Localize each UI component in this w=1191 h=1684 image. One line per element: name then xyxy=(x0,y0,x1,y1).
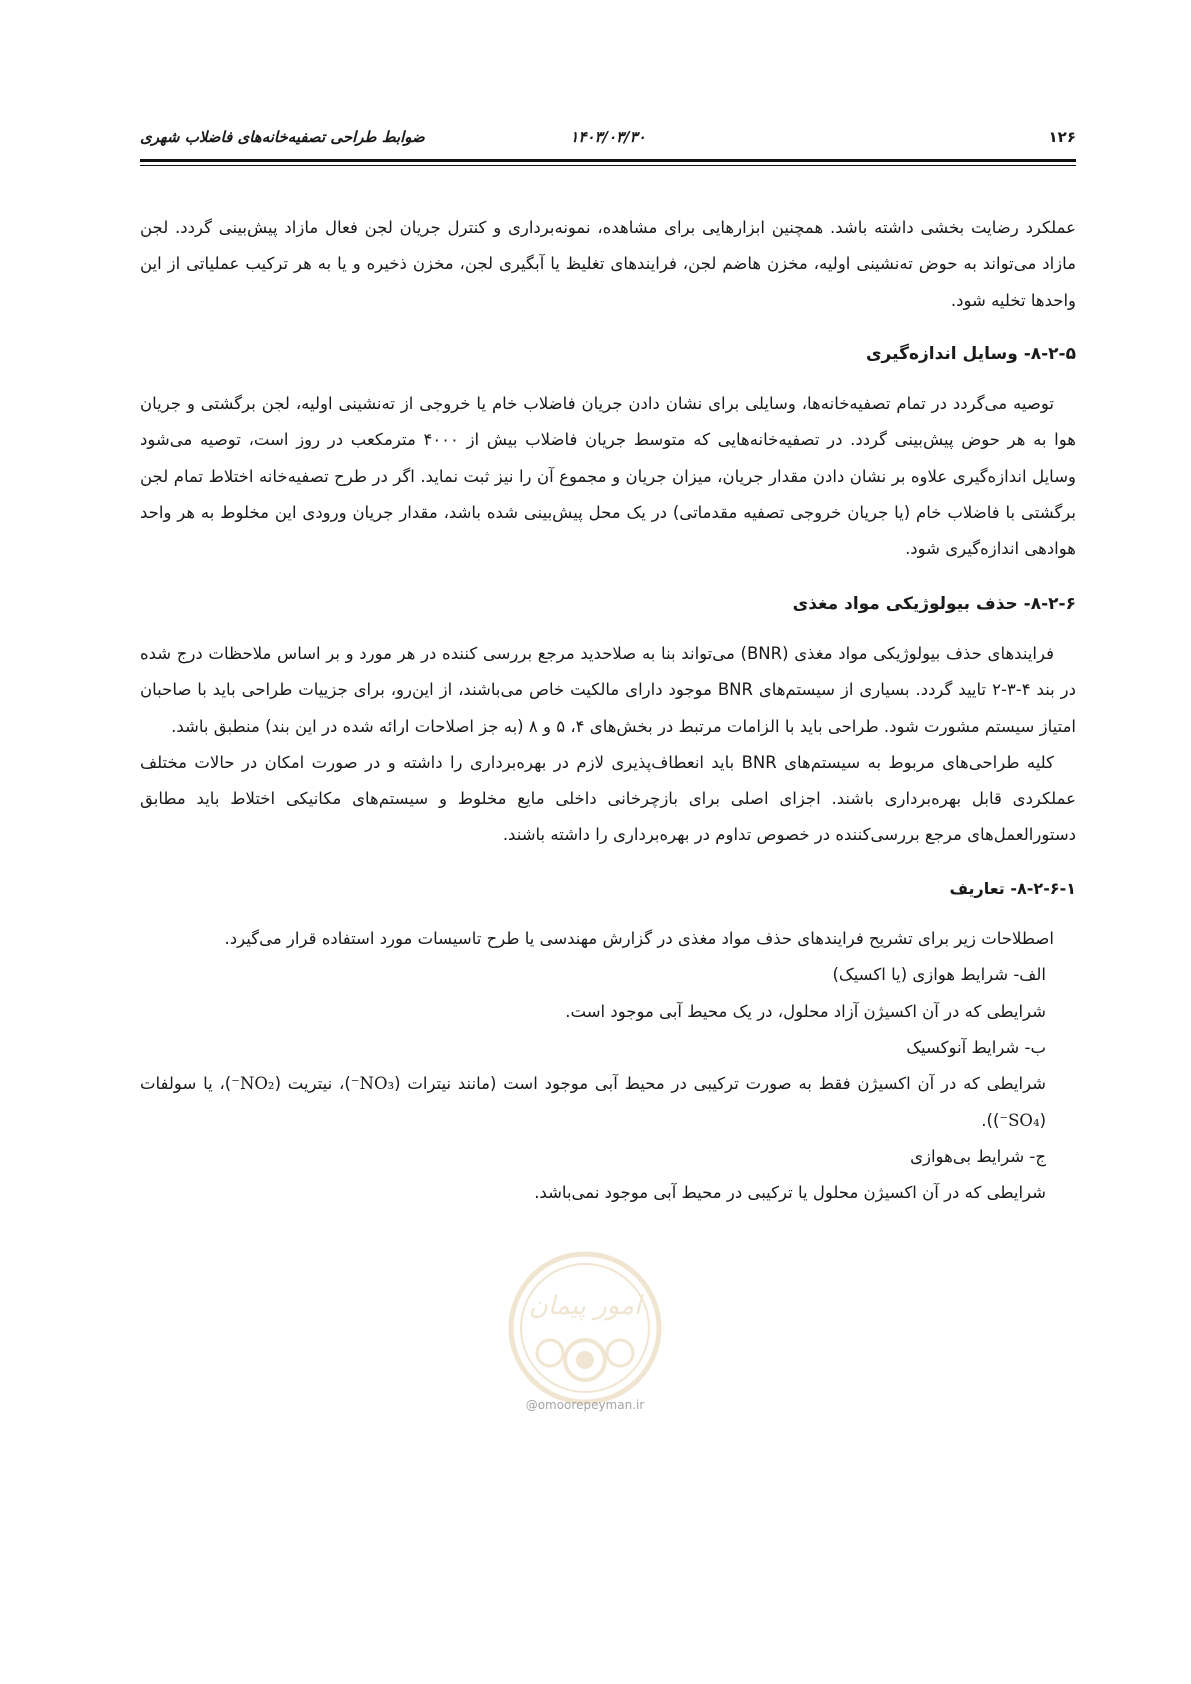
definitions-paragraph: اصطلاحات زیر برای تشریح فرایندهای حذف مواد مغذی در گزارش مهندسی یا طرح تاسیسات مورد استفاده قرار می‌گیرد. xyxy=(224,929,1054,949)
watermark-logo-text: امور پیمان xyxy=(528,1291,642,1321)
header-date: ۱۴۰۳/۰۳/۳۰ xyxy=(570,128,646,146)
watermark-logo xyxy=(505,1248,665,1408)
page-header xyxy=(140,128,1076,152)
nitrate-formula: NO₃⁻ xyxy=(350,1074,395,1094)
measuring-devices-paragraph: توصیه می‌گردد در تمام تصفیه‌خانه‌ها، وسایلی برای نشان دادن جریان فاضلاب خام یا خروجی از ته‌نشینی اولیه، لجن برگشتی و جریان هوا به هر حوض پیش‌بینی گردد. در تصفیه‌خانه‌هایی که متوسط جریان فاضلاب بیش از ۴۰۰۰ مترمکعب در روز است، توصیه می‌شود وسایل اندازه‌گیری علاوه بر نشان دادن مقدار جریان، میزان جریان و مجموع آن را نیز ثبت نماید. اگر در طرح تصفیه‌خانه اختلاط تمام لجن برگشتی با فاضلاب خام (یا جریان خروجی تصفیه مقدماتی) در یک محل پیش‌بینی شده باشد، مقدار جریان ورودی این مخلوط به هر واحد هوادهی اندازه‌گیری شود. xyxy=(140,394,1076,559)
anoxic-text-mid2: )، یا سولفات ( xyxy=(140,1074,1046,1130)
definition-title-anoxic: ب- شرایط آنوکسیک xyxy=(906,1037,1046,1057)
section-heading-bnr: ۸-۲-۶- حذف بیولوژیکی مواد مغذی xyxy=(792,593,1076,614)
definition-body-aerobic: شرایطی که در آن اکسیژن آزاد محلول، در یک محیط آبی موجود است. xyxy=(565,1001,1046,1021)
page-number: ۱۲۶ xyxy=(1048,128,1076,146)
sulfate-formula: SO₄⁻ xyxy=(999,1110,1040,1130)
watermark-site: @omoorepeyman.ir xyxy=(525,1398,645,1412)
section-heading-measuring-devices: ۸-۲-۵- وسایل اندازه‌گیری xyxy=(865,343,1076,364)
section-heading-definitions: ۸-۲-۶-۱- تعاریف xyxy=(949,878,1076,898)
header-title: ضوابط طراحی تصفیه‌خانه‌های فاضلاب شهری xyxy=(140,128,425,146)
anoxic-text-mid1: )، نیتریت ( xyxy=(274,1074,351,1094)
definition-title-anaerobic: ج- شرایط بی‌هوازی xyxy=(910,1146,1046,1166)
intro-paragraph: عملکرد رضایت بخشی داشته باشد. همچنین ابزارهایی برای مشاهده، نمونه‌برداری و کنترل جریان لجن فعال مازاد پیش‌بینی گردد. لجن مازاد می‌تواند به حوض ته‌نشینی اولیه، مخزن هاضم لجن، فرایندهای تغلیظ یا آبگیری لجن، مخزن ذخیره و یا به هر ترکیب عملیاتی از این واحدها تخلیه شود. xyxy=(140,218,1076,310)
header-rule-thick xyxy=(140,159,1076,162)
bnr-paragraph-2: کلیه طراحی‌های مربوط به سیستم‌های BNR باید انعطاف‌پذیری لازم در بهره‌برداری را داشته و در صورت امکان در حالات مختلف عملکردی قابل بهره‌برداری باشند. اجزای اصلی برای بازچرخانی داخلی مایع مخلوط و سیستم‌های مکانیکی اختلاط باید مطابق دستورالعمل‌های مرجع بررسی‌کننده در خصوص تداوم در بهره‌برداری را داشته باشند. xyxy=(140,752,1076,845)
anoxic-text-end: )). xyxy=(981,1110,1000,1130)
definition-body-anaerobic: شرایطی که در آن اکسیژن محلول یا ترکیبی در محیط آبی موجود نمی‌باشد. xyxy=(534,1183,1046,1203)
definition-body-anoxic xyxy=(140,1066,1076,1139)
bnr-paragraph-1: فرایندهای حذف بیولوژیکی مواد مغذی (BNR) می‌تواند بنا به صلاحدید مرجع بررسی کننده در هر مورد و بر اساس ملاحظات درج شده در بند ۴-۳-۲ تایید گردد. بسیاری از سیستم‌های BNR موجود دارای مالکیت خاص می‌باشند، از این‌رو، برای جزییات طراحی باید با صاحبان امتیاز سیستم مشورت شود. طراحی باید با الزامات مرتبط در بخش‌های ۴، ۵ و ۸ (به جز اصلاحات ارائه شده در این بند) منطبق باشد. xyxy=(140,643,1076,736)
anoxic-text-start: شرایطی که در آن اکسیژن فقط به صورت ترکیبی در محیط آبی موجود است (مانند نیترات ( xyxy=(394,1074,1047,1094)
definition-title-aerobic: الف- شرایط هوازی (یا اکسیک) xyxy=(832,965,1046,985)
document-body xyxy=(140,210,1076,1211)
header-rule-thin xyxy=(140,165,1076,166)
nitrite-formula: NO₂⁻ xyxy=(231,1074,275,1094)
